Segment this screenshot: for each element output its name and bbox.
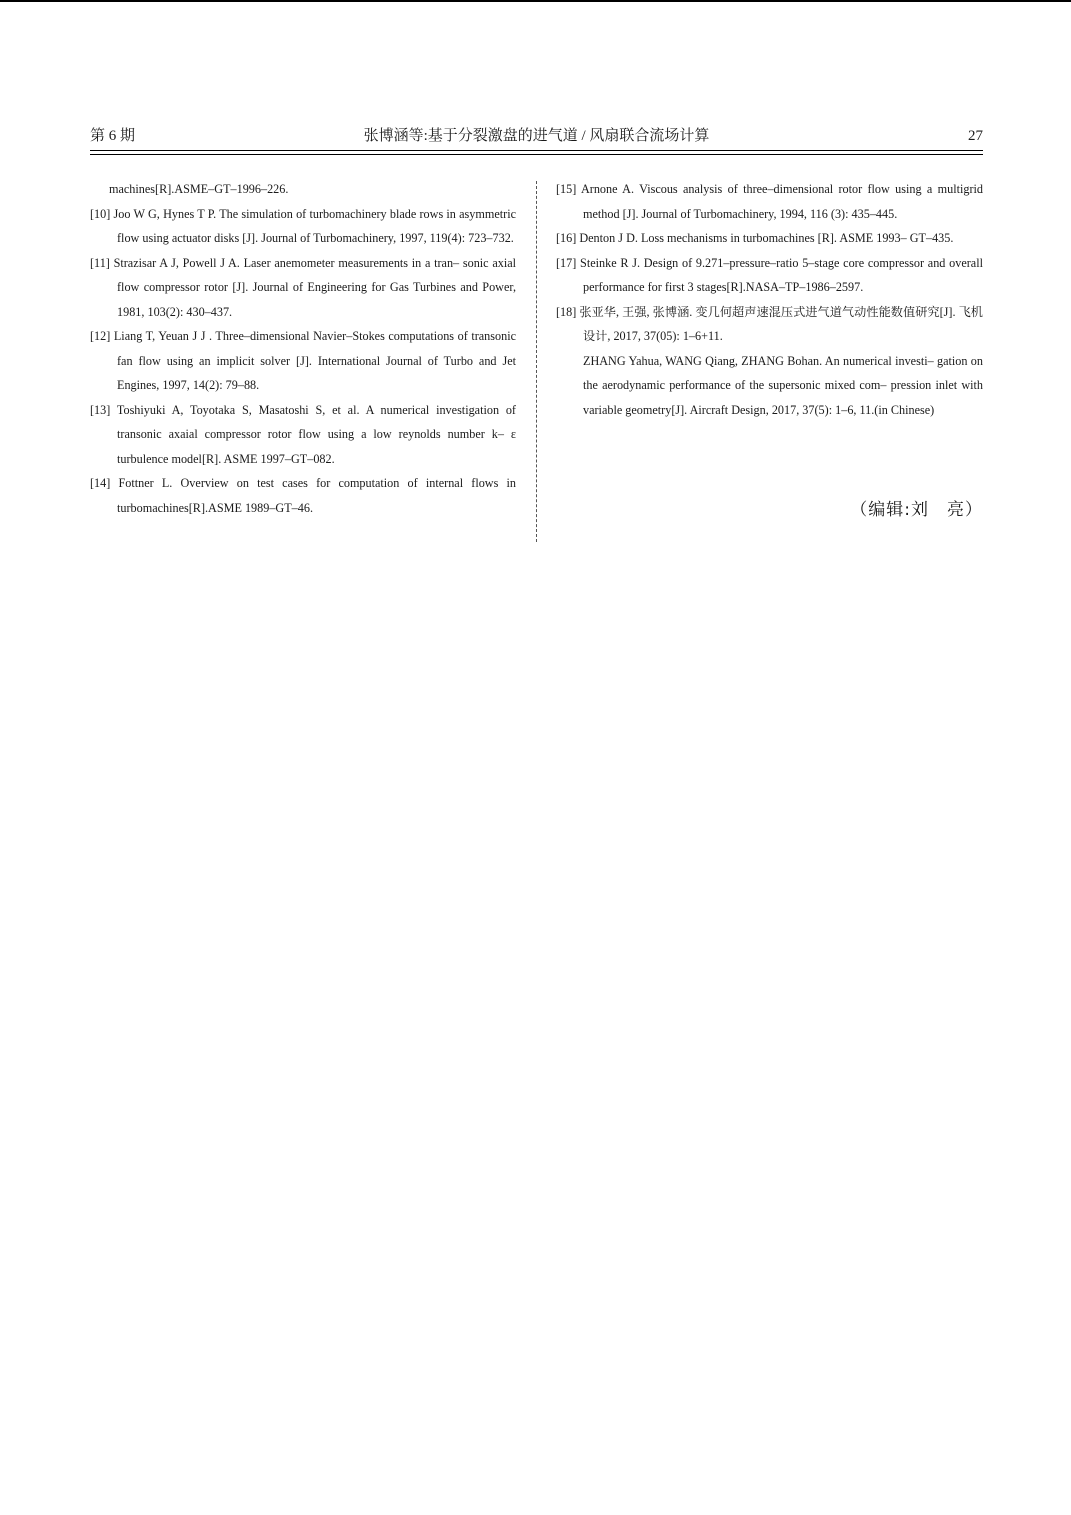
reference-18: [18] 张亚华, 王强, 张博涵. 变几何超声速混压式进气道气动性能数值研究[J]. 飞机设计, 2017, 37(05): 1–6+11. [556,304,983,343]
references-right-column [556,177,983,422]
running-title: 张博涵等:基于分裂激盘的进气道 / 风扇联合流场计算 [363,128,710,144]
page-number: 27 [968,128,983,144]
column-divider [536,181,537,542]
reference-15: [15] Arnone A. Viscous analysis of three–dimensional rotor flow using a multigrid method [J]. Journal of Turbomachinery, 1994, 116 (3): 435–445. [556,182,983,221]
reference-12: [12] Liang T, Yeuan J J . Three–dimensional Navier–Stokes computations of transonic fan flow using an implicit solver [J]. International Journal of Turbo and Jet Engines, 1997, 14(2): 79–88. [90,329,516,392]
reference-13: [13] Toshiyuki A, Toyotaka S, Masatoshi S, et al. A numerical investigation of transonic axaial compressor rotor flow using a low reynolds number k– ε turbulence model[R]. ASME 1997–GT–082. [90,402,516,466]
page-top-border [0,0,1071,2]
running-header [90,125,983,147]
reference-17: [17] Steinke R J. Design of 9.271–pressure–ratio 5–stage core compressor and overall performance for first 3 stages[R].NASA–TP–1986–2597. [556,255,983,294]
header-rule-bottom [90,154,983,155]
issue-label: 第 6 期 [90,128,136,144]
editor-note: （编辑:刘 亮） [850,500,983,520]
reference-11: [11] Strazisar A J, Powell J A. Laser anemometer measurements in a tran– sonic axial flow compressor rotor [J]. Journal of Engineering for Gas Turbines and Power, 1981, 103(2): 430–437. [90,255,516,319]
reference-14: [14] Fottner L. Overview on test cases for computation of internal flows in turbomachines[R].ASME 1989–GT–46. [90,476,516,515]
reference-16: [16] Denton J D. Loss mechanisms in turbomachines [R]. ASME 1993– GT–435. [556,231,954,245]
reference-10: [10] Joo W G, Hynes T P. The simulation of turbomachinery blade rows in asymmetric flow using actuator disks [J]. Journal of Turbomachinery, 1997, 119(4): 723–732. [90,206,516,245]
reference-continuation: machines[R].ASME–GT–1996–226. [109,182,289,196]
reference-18-english: ZHANG Yahua, WANG Qiang, ZHANG Bohan. An numerical investi– gation on the aerodynamic performance of the supersonic mixed com– pression inlet with variable geometry[J]. Aircraft Design, 2017, 37(5): 1–6, 11.(in Chinese) [583,353,983,417]
references-left-column [90,177,516,520]
header-rule-top [90,150,983,151]
